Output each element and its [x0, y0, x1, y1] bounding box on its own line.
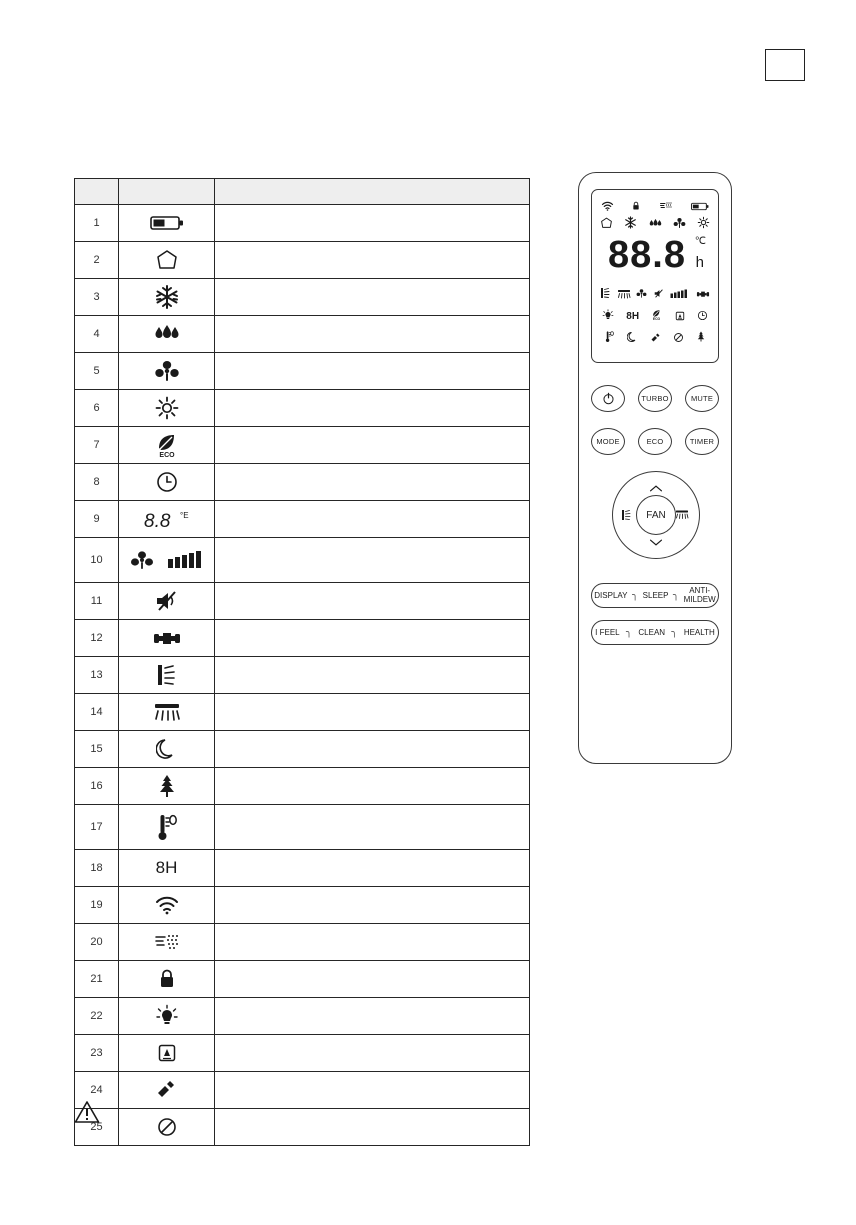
no-entry-icon [119, 1109, 214, 1145]
table-row [75, 538, 530, 583]
row-description [215, 538, 530, 583]
svg-text:ECO: ECO [653, 317, 661, 321]
row-description [215, 1072, 530, 1109]
row-description [215, 768, 530, 805]
dry-droplets-icon [119, 316, 214, 352]
8h-icon [119, 850, 214, 886]
row-number: 23 [75, 1035, 119, 1072]
sleep-button[interactable]: SLEEP [642, 591, 669, 600]
table-row [75, 961, 530, 998]
row-symbol [119, 427, 215, 464]
row-number: 20 [75, 924, 119, 961]
table-row [75, 501, 530, 538]
warning-triangle-icon [74, 1100, 100, 1124]
table-row [75, 1109, 530, 1146]
row-number: 14 [75, 694, 119, 731]
row-symbol [119, 316, 215, 353]
cool-snowflake-icon [624, 216, 637, 234]
table-row [75, 279, 530, 316]
auto-mode-icon [600, 216, 613, 234]
fan-mode-icon [673, 216, 686, 234]
row-number: 15 [75, 731, 119, 768]
row-symbol [119, 768, 215, 805]
fan-button[interactable]: FAN [636, 495, 676, 535]
health-button[interactable]: HEALTH [683, 628, 715, 637]
health-tree-icon [696, 330, 706, 348]
table-row [75, 924, 530, 961]
svg-text:8.8: 8.8 [143, 511, 170, 532]
no-entry-icon [673, 330, 684, 348]
table-row [75, 390, 530, 427]
row-symbol [119, 501, 215, 538]
remote-lcd-screen [591, 189, 719, 363]
remote-control [578, 172, 732, 764]
row-symbol [119, 464, 215, 501]
table-row [75, 353, 530, 390]
self-clean-brush-icon [119, 1072, 214, 1108]
table-row [75, 805, 530, 850]
row-symbol [119, 998, 215, 1035]
divider-icon: ╮ [625, 627, 633, 638]
row-symbol [119, 583, 215, 620]
row-description [215, 390, 530, 427]
row-symbol [119, 242, 215, 279]
row-number: 1 [75, 205, 119, 242]
row-description [215, 620, 530, 657]
eco-leaf-icon [651, 308, 662, 326]
horizontal-swing-icon [119, 694, 214, 730]
temp-up-button[interactable] [649, 480, 663, 498]
svg-text:°E: °E [179, 511, 189, 520]
battery-icon [691, 198, 709, 216]
lcd-unit-celsius: ℃ [694, 236, 706, 247]
mute-icon [119, 583, 214, 619]
turbo-icon [696, 286, 710, 304]
8h-label: 8H [626, 311, 640, 322]
table-row [75, 242, 530, 279]
temp-down-button[interactable] [649, 534, 663, 552]
header-description [215, 179, 530, 205]
clean-button[interactable]: CLEAN [638, 628, 666, 637]
power-button[interactable] [591, 385, 625, 412]
lock-icon [632, 198, 640, 216]
row-symbol [119, 538, 215, 583]
lcd-digit-display [608, 234, 706, 280]
row-symbol [119, 205, 215, 242]
lcd-digits-value: 88.8 [608, 234, 686, 276]
row-symbol [119, 620, 215, 657]
table-row [75, 1072, 530, 1109]
header-symbol [119, 179, 215, 205]
table-row [75, 427, 530, 464]
auto-mode-icon [119, 242, 214, 278]
divider-icon: ╮ [673, 590, 680, 601]
chevron-up-icon [649, 484, 663, 493]
row-description [215, 464, 530, 501]
table-row [75, 768, 530, 805]
sleep-moon-icon [119, 731, 214, 767]
display-sleep-antimildew-bar[interactable] [591, 583, 719, 608]
row-description [215, 583, 530, 620]
turbo-icon [119, 620, 214, 656]
row-symbol [119, 390, 215, 427]
dry-droplets-icon [648, 216, 663, 234]
i-feel-thermometer-icon [604, 330, 615, 348]
icon-legend-table [74, 178, 530, 1146]
row-description [215, 427, 530, 464]
vertical-swing-icon [600, 286, 611, 304]
i-feel-button[interactable]: I FEEL [595, 628, 620, 637]
fan-mode-icon [636, 286, 647, 304]
turbo-button[interactable]: TURBO [638, 385, 672, 412]
row-description [215, 887, 530, 924]
table-row [75, 1035, 530, 1072]
table-row [75, 887, 530, 924]
row-symbol [119, 1035, 215, 1072]
row-description [215, 316, 530, 353]
row-symbol [119, 924, 215, 961]
display-button[interactable]: DISPLAY [594, 591, 628, 600]
row-number: 4 [75, 316, 119, 353]
row-symbol [119, 731, 215, 768]
horizontal-swing-icon [675, 509, 689, 520]
table-row [75, 998, 530, 1035]
row-number: 22 [75, 998, 119, 1035]
row-number: 11 [75, 583, 119, 620]
row-number: 7 [75, 427, 119, 464]
row-number: 19 [75, 887, 119, 924]
row-description [215, 279, 530, 316]
row-number: 18 [75, 850, 119, 887]
ifeel-clean-health-bar[interactable] [591, 620, 719, 645]
table-row [75, 694, 530, 731]
fan-mode-icon [119, 353, 214, 389]
anti-mildew-line1: ANTI- [689, 586, 711, 595]
row-description [215, 1035, 530, 1072]
row-description [215, 924, 530, 961]
table-row [75, 316, 530, 353]
row-description [215, 353, 530, 390]
lcd-function-row [602, 308, 708, 326]
eco-leaf-icon [119, 427, 214, 463]
divider-icon: ╮ [671, 627, 678, 638]
row-number: 16 [75, 768, 119, 805]
clean-icon [675, 308, 685, 326]
row-symbol [119, 1072, 215, 1109]
row-symbol [119, 850, 215, 887]
lcd-mode-row [600, 216, 710, 234]
lcd-unit-hour: h [695, 254, 704, 271]
heat-sun-icon [697, 216, 710, 234]
table-row [75, 731, 530, 768]
fan-speed-bars-icon [670, 286, 690, 304]
page-marker-box [765, 49, 805, 81]
mute-icon [653, 286, 665, 304]
anti-mildew-icon [659, 198, 673, 216]
row-number: 2 [75, 242, 119, 279]
horizontal-swing-icon [617, 286, 631, 304]
table-row [75, 464, 530, 501]
row-number: 3 [75, 279, 119, 316]
row-description [215, 501, 530, 538]
row-description [215, 998, 530, 1035]
timer-clock-icon [697, 308, 708, 326]
eco-button[interactable]: ECO [638, 428, 672, 455]
row-number: 13 [75, 657, 119, 694]
8h-label: 8H [155, 858, 178, 877]
row-number: 9 [75, 501, 119, 538]
clean-icon [119, 1035, 214, 1071]
row-symbol [119, 805, 215, 850]
lcd-airflow-row [600, 286, 710, 304]
table-header-row [75, 179, 530, 205]
row-symbol [119, 887, 215, 924]
vertical-swing-icon [119, 657, 214, 693]
row-description [215, 1109, 530, 1146]
row-description [215, 731, 530, 768]
row-description [215, 805, 530, 850]
cool-snowflake-icon [119, 279, 214, 315]
row-number: 6 [75, 390, 119, 427]
i-feel-thermometer-icon [119, 805, 214, 849]
lock-icon [119, 961, 214, 997]
row-symbol [119, 961, 215, 998]
display-light-icon [119, 998, 214, 1034]
power-icon [602, 392, 615, 405]
svg-text:ECO: ECO [158, 452, 175, 459]
row-description [215, 850, 530, 887]
row-symbol [119, 353, 215, 390]
row-symbol [119, 694, 215, 731]
table-row [75, 620, 530, 657]
row-number: 17 [75, 805, 119, 850]
row-description [215, 205, 530, 242]
table-row [75, 205, 530, 242]
row-number: 8 [75, 464, 119, 501]
self-clean-brush-icon [650, 330, 662, 348]
row-description [215, 694, 530, 731]
sleep-moon-icon [627, 330, 638, 348]
timer-clock-icon [119, 464, 214, 500]
divider-icon: ╮ [632, 590, 639, 601]
health-tree-icon [119, 768, 214, 804]
fan-speed-bars-icon [119, 538, 214, 582]
row-number: 10 [75, 538, 119, 583]
row-description [215, 242, 530, 279]
anti-mildew-icon [119, 924, 214, 960]
chevron-down-icon [649, 538, 663, 547]
row-number: 12 [75, 620, 119, 657]
mute-button[interactable]: MUTE [685, 385, 719, 412]
row-description [215, 657, 530, 694]
temperature-display-icon [119, 501, 214, 537]
display-light-icon [602, 308, 614, 326]
row-number: 5 [75, 353, 119, 390]
navigation-dial[interactable] [612, 471, 700, 559]
anti-mildew-button[interactable] [684, 587, 716, 604]
battery-icon [119, 205, 214, 241]
table-row [75, 850, 530, 887]
row-number: 21 [75, 961, 119, 998]
vertical-swing-button[interactable] [621, 508, 632, 526]
row-symbol [119, 279, 215, 316]
row-symbol [119, 1109, 215, 1146]
wifi-icon [119, 887, 214, 923]
row-number: 24 [75, 1072, 119, 1109]
row-symbol [119, 657, 215, 694]
row-description [215, 961, 530, 998]
table-row [75, 583, 530, 620]
mode-button[interactable]: MODE [591, 428, 625, 455]
horizontal-swing-button[interactable] [675, 507, 689, 525]
header-number [75, 179, 119, 205]
wifi-icon [601, 198, 614, 216]
table-row [75, 657, 530, 694]
row-number: 25 [75, 1109, 119, 1146]
vertical-swing-icon [621, 509, 632, 521]
lcd-extra-row [604, 330, 706, 348]
timer-button[interactable]: TIMER [685, 428, 719, 455]
lcd-status-row-top [601, 198, 709, 216]
anti-mildew-line2: MILDEW [683, 594, 716, 604]
heat-sun-icon [119, 390, 214, 426]
